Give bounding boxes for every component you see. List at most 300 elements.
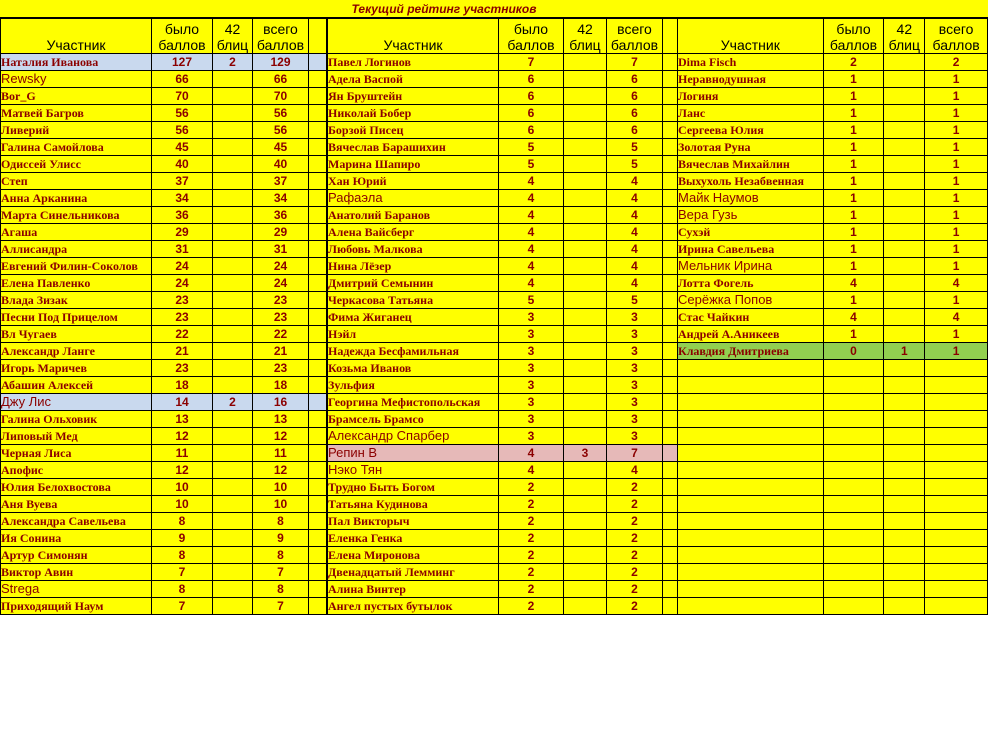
empty-cell <box>823 462 884 479</box>
participant-name: Аня Вуева <box>1 496 152 513</box>
was-points-cell: 23 <box>152 360 213 377</box>
blitz-cell <box>564 292 607 309</box>
table-row <box>328 496 678 513</box>
total-points-cell: 4 <box>925 275 988 292</box>
participant-name: Серёжка Попов <box>678 292 824 309</box>
participant-name: Козьма Иванов <box>328 360 499 377</box>
table-row <box>328 105 678 122</box>
participant-name: Марина Шапиро <box>328 156 499 173</box>
empty-cell <box>884 360 925 377</box>
blitz-cell <box>564 394 607 411</box>
empty-cell <box>884 377 925 394</box>
was-points-cell: 10 <box>152 496 213 513</box>
empty-cell <box>925 394 988 411</box>
participant-name: Bor_G <box>1 88 152 105</box>
participant-name: Неравнодушная <box>678 71 824 88</box>
was-points-cell: 6 <box>499 105 564 122</box>
table-header-row <box>678 19 988 54</box>
participant-name: Степ <box>1 173 152 190</box>
blitz-cell <box>213 224 253 241</box>
header-was-points: было баллов <box>823 19 884 54</box>
column-separator <box>309 309 327 326</box>
total-points-cell: 21 <box>253 343 309 360</box>
blitz-cell <box>884 156 925 173</box>
total-points-cell: 37 <box>253 173 309 190</box>
column-separator <box>663 479 678 496</box>
table-row <box>328 241 678 258</box>
column-separator <box>663 71 678 88</box>
empty-cell <box>925 428 988 445</box>
blitz-cell <box>213 105 253 122</box>
blitz-cell <box>213 496 253 513</box>
total-points-cell: 5 <box>607 156 663 173</box>
table-row <box>678 343 988 360</box>
participant-name: Ланс <box>678 105 824 122</box>
table-row <box>678 105 988 122</box>
was-points-cell: 3 <box>499 411 564 428</box>
blitz-cell <box>884 122 925 139</box>
empty-cell <box>823 496 884 513</box>
was-points-cell: 29 <box>152 224 213 241</box>
participant-name: Влада Зизак <box>1 292 152 309</box>
column-separator <box>663 292 678 309</box>
total-points-cell: 1 <box>925 326 988 343</box>
column-separator <box>309 105 327 122</box>
table-row <box>1 88 327 105</box>
column-separator <box>663 275 678 292</box>
participant-name: Виктор Авин <box>1 564 152 581</box>
blitz-cell <box>213 88 253 105</box>
total-points-cell: 1 <box>925 156 988 173</box>
was-points-cell: 1 <box>823 326 884 343</box>
column-separator <box>663 513 678 530</box>
header-blitz: 42 блиц <box>564 19 607 54</box>
column-separator <box>309 343 327 360</box>
participant-name: Двенадцатый Лемминг <box>328 564 499 581</box>
total-points-cell: 18 <box>253 377 309 394</box>
was-points-cell: 3 <box>499 309 564 326</box>
participant-name: Ия Сонина <box>1 530 152 547</box>
empty-cell <box>823 513 884 530</box>
table-row <box>1 360 327 377</box>
was-points-cell: 40 <box>152 156 213 173</box>
column-separator <box>663 190 678 207</box>
empty-cell <box>678 462 824 479</box>
column-separator <box>663 54 678 71</box>
was-points-cell: 127 <box>152 54 213 71</box>
table-row <box>1 105 327 122</box>
was-points-cell: 24 <box>152 275 213 292</box>
total-points-cell: 6 <box>607 122 663 139</box>
table-row <box>328 360 678 377</box>
was-points-cell: 5 <box>499 156 564 173</box>
blitz-cell <box>564 139 607 156</box>
total-points-cell: 129 <box>253 54 309 71</box>
empty-cell <box>678 411 824 428</box>
was-points-cell: 1 <box>823 105 884 122</box>
empty-cell <box>925 530 988 547</box>
blitz-cell <box>564 224 607 241</box>
column-separator <box>663 394 678 411</box>
blitz-cell <box>884 258 925 275</box>
participant-name: Джу Лис <box>1 394 152 411</box>
total-points-cell: 13 <box>253 411 309 428</box>
total-points-cell: 4 <box>607 224 663 241</box>
total-points-cell: 3 <box>607 326 663 343</box>
table-row <box>678 173 988 190</box>
empty-cell <box>925 360 988 377</box>
was-points-cell: 21 <box>152 343 213 360</box>
empty-cell <box>884 462 925 479</box>
table-row <box>1 377 327 394</box>
was-points-cell: 1 <box>823 139 884 156</box>
empty-row <box>678 530 988 547</box>
participant-name: Аллисандра <box>1 241 152 258</box>
was-points-cell: 4 <box>499 462 564 479</box>
table-row <box>328 309 678 326</box>
blitz-cell <box>213 530 253 547</box>
table-row <box>1 462 327 479</box>
blitz-cell <box>884 190 925 207</box>
table-row <box>1 292 327 309</box>
empty-row <box>678 496 988 513</box>
empty-cell <box>884 564 925 581</box>
column-separator <box>309 360 327 377</box>
was-points-cell: 8 <box>152 547 213 564</box>
participant-name: Галина Ольховик <box>1 411 152 428</box>
participant-name: Елена Миронова <box>328 547 499 564</box>
column-separator <box>309 513 327 530</box>
participant-name: Алина Винтер <box>328 581 499 598</box>
participant-name: Георгина Мефистопольская <box>328 394 499 411</box>
blitz-cell <box>564 326 607 343</box>
empty-cell <box>884 411 925 428</box>
table-row <box>678 224 988 241</box>
table-row <box>1 258 327 275</box>
header-total-points: всего баллов <box>607 19 663 54</box>
column-separator <box>309 258 327 275</box>
table-row <box>1 394 327 411</box>
blitz-cell <box>564 207 607 224</box>
participant-name: Сергеева Юлия <box>678 122 824 139</box>
table-row <box>328 462 678 479</box>
table-header-row <box>1 19 327 54</box>
column-separator <box>309 445 327 462</box>
blitz-cell <box>564 428 607 445</box>
participant-name: Стас Чайкин <box>678 309 824 326</box>
blitz-cell <box>564 547 607 564</box>
total-points-cell: 66 <box>253 71 309 88</box>
table-row <box>328 190 678 207</box>
blitz-cell <box>213 275 253 292</box>
was-points-cell: 45 <box>152 139 213 156</box>
empty-cell <box>925 445 988 462</box>
column-separator <box>663 19 678 54</box>
column-separator <box>309 71 327 88</box>
empty-cell <box>884 496 925 513</box>
participant-name: Анатолий Баранов <box>328 207 499 224</box>
column-separator <box>663 258 678 275</box>
blitz-cell <box>213 173 253 190</box>
blitz-cell <box>564 190 607 207</box>
total-points-cell: 1 <box>925 343 988 360</box>
participant-name: Ангел пустых бутылок <box>328 598 499 615</box>
was-points-cell: 4 <box>499 241 564 258</box>
was-points-cell: 31 <box>152 241 213 258</box>
column-separator <box>663 105 678 122</box>
blitz-cell <box>884 292 925 309</box>
blitz-cell <box>884 275 925 292</box>
total-points-cell: 7 <box>253 564 309 581</box>
blitz-cell: 3 <box>564 445 607 462</box>
total-points-cell: 3 <box>607 360 663 377</box>
was-points-cell: 7 <box>152 598 213 615</box>
empty-cell <box>884 513 925 530</box>
empty-cell <box>823 479 884 496</box>
blitz-cell <box>213 598 253 615</box>
blitz-cell <box>213 71 253 88</box>
blitz-cell <box>884 207 925 224</box>
participants-table-3 <box>677 18 988 615</box>
participant-name: Агаша <box>1 224 152 241</box>
total-points-cell: 4 <box>607 258 663 275</box>
blitz-cell <box>213 190 253 207</box>
blitz-cell <box>884 139 925 156</box>
total-points-cell: 1 <box>925 122 988 139</box>
column-separator <box>309 207 327 224</box>
participant-name: Юлия Белохвостова <box>1 479 152 496</box>
table-row <box>328 445 678 462</box>
was-points-cell: 9 <box>152 530 213 547</box>
total-points-cell: 23 <box>253 309 309 326</box>
column-separator <box>663 309 678 326</box>
table-row <box>678 190 988 207</box>
total-points-cell: 4 <box>607 462 663 479</box>
blitz-cell <box>884 105 925 122</box>
participant-name: Вячеслав Михайлин <box>678 156 824 173</box>
header-participant: Участник <box>678 19 824 54</box>
blitz-cell: 1 <box>884 343 925 360</box>
was-points-cell: 18 <box>152 377 213 394</box>
total-points-cell: 45 <box>253 139 309 156</box>
empty-row <box>678 547 988 564</box>
was-points-cell: 1 <box>823 292 884 309</box>
participant-name: Борзой Писец <box>328 122 499 139</box>
blitz-cell <box>564 496 607 513</box>
blitz-cell <box>564 581 607 598</box>
column-separator <box>663 88 678 105</box>
column-separator <box>663 343 678 360</box>
participant-name: Еленка Генка <box>328 530 499 547</box>
column-separator <box>309 428 327 445</box>
empty-cell <box>678 428 824 445</box>
participant-name: Мельник Ирина <box>678 258 824 275</box>
participant-name: Андрей А.Аникеев <box>678 326 824 343</box>
empty-row <box>678 394 988 411</box>
table-row <box>328 479 678 496</box>
table-row <box>678 326 988 343</box>
empty-cell <box>925 581 988 598</box>
column-separator <box>309 156 327 173</box>
blitz-cell <box>213 292 253 309</box>
table-header-row <box>328 19 678 54</box>
table-row <box>1 513 327 530</box>
was-points-cell: 8 <box>152 581 213 598</box>
table-row <box>678 241 988 258</box>
total-points-cell: 8 <box>253 547 309 564</box>
header-blitz: 42 блиц <box>213 19 253 54</box>
total-points-cell: 1 <box>925 139 988 156</box>
blitz-cell <box>564 258 607 275</box>
table-row <box>1 309 327 326</box>
table-row <box>678 275 988 292</box>
table-row <box>1 428 327 445</box>
total-points-cell: 11 <box>253 445 309 462</box>
was-points-cell: 2 <box>499 513 564 530</box>
was-points-cell: 6 <box>499 88 564 105</box>
column-separator <box>309 19 327 54</box>
column-separator <box>663 173 678 190</box>
table-row <box>1 496 327 513</box>
participant-name: Марта Синельникова <box>1 207 152 224</box>
column-separator <box>663 224 678 241</box>
table-row <box>328 326 678 343</box>
participant-name: Dima Fisch <box>678 54 824 71</box>
total-points-cell: 3 <box>607 309 663 326</box>
total-points-cell: 2 <box>607 564 663 581</box>
participant-name: Артур Симонян <box>1 547 152 564</box>
total-points-cell: 1 <box>925 190 988 207</box>
total-points-cell: 7 <box>607 54 663 71</box>
total-points-cell: 24 <box>253 258 309 275</box>
empty-cell <box>823 377 884 394</box>
empty-cell <box>925 496 988 513</box>
empty-cell <box>678 394 824 411</box>
table-row <box>678 139 988 156</box>
participant-name: Хан Юрий <box>328 173 499 190</box>
column-separator <box>309 224 327 241</box>
empty-row <box>678 564 988 581</box>
blitz-cell <box>884 88 925 105</box>
blitz-cell <box>884 224 925 241</box>
column-separator <box>663 581 678 598</box>
table-row <box>1 173 327 190</box>
empty-cell <box>884 428 925 445</box>
was-points-cell: 4 <box>823 275 884 292</box>
table-row <box>1 479 327 496</box>
participant-name: Надежда Бесфамильная <box>328 343 499 360</box>
blitz-cell <box>884 54 925 71</box>
blitz-cell <box>564 88 607 105</box>
table-row <box>678 54 988 71</box>
total-points-cell: 3 <box>607 428 663 445</box>
empty-cell <box>678 581 824 598</box>
empty-row <box>678 428 988 445</box>
total-points-cell: 2 <box>607 496 663 513</box>
table-row <box>328 122 678 139</box>
total-points-cell: 1 <box>925 88 988 105</box>
column-separator <box>663 326 678 343</box>
column-separator <box>309 54 327 71</box>
column-separator <box>309 496 327 513</box>
table-row <box>1 326 327 343</box>
empty-cell <box>678 445 824 462</box>
column-separator <box>663 564 678 581</box>
participant-name: Rewsky <box>1 71 152 88</box>
blitz-cell <box>564 309 607 326</box>
blitz-cell <box>564 343 607 360</box>
was-points-cell: 70 <box>152 88 213 105</box>
total-points-cell: 12 <box>253 462 309 479</box>
total-points-cell: 34 <box>253 190 309 207</box>
empty-cell <box>678 377 824 394</box>
participant-name: Strega <box>1 581 152 598</box>
column-separator <box>663 156 678 173</box>
was-points-cell: 2 <box>499 581 564 598</box>
participant-name: Любовь Малкова <box>328 241 499 258</box>
total-points-cell: 40 <box>253 156 309 173</box>
table-row <box>1 241 327 258</box>
table-row <box>328 377 678 394</box>
was-points-cell: 11 <box>152 445 213 462</box>
participant-name: Липовый Мед <box>1 428 152 445</box>
table-row <box>1 411 327 428</box>
table-row <box>678 309 988 326</box>
column-separator <box>663 547 678 564</box>
participant-name: Нина Лёзер <box>328 258 499 275</box>
blitz-cell <box>564 530 607 547</box>
participant-name: Павел Логинов <box>328 54 499 71</box>
empty-cell <box>823 530 884 547</box>
table-row <box>678 207 988 224</box>
was-points-cell: 5 <box>499 139 564 156</box>
total-points-cell: 12 <box>253 428 309 445</box>
participant-name: Вл Чугаев <box>1 326 152 343</box>
table-row <box>1 122 327 139</box>
empty-cell <box>823 360 884 377</box>
blitz-cell <box>213 139 253 156</box>
empty-cell <box>823 445 884 462</box>
participant-name: Ян Бруштейн <box>328 88 499 105</box>
empty-cell <box>884 598 925 615</box>
participant-name: Александр Спарбер <box>328 428 499 445</box>
blitz-cell <box>213 445 253 462</box>
was-points-cell: 4 <box>499 258 564 275</box>
empty-cell <box>884 530 925 547</box>
blitz-cell <box>564 71 607 88</box>
empty-row <box>678 462 988 479</box>
total-points-cell: 36 <box>253 207 309 224</box>
blitz-cell <box>213 377 253 394</box>
total-points-cell: 7 <box>253 598 309 615</box>
total-points-cell: 1 <box>925 207 988 224</box>
empty-cell <box>925 411 988 428</box>
was-points-cell: 2 <box>499 547 564 564</box>
participant-name: Наталия Иванова <box>1 54 152 71</box>
total-points-cell: 3 <box>607 377 663 394</box>
empty-cell <box>823 547 884 564</box>
column-separator <box>663 122 678 139</box>
total-points-cell: 4 <box>607 190 663 207</box>
table-row <box>1 224 327 241</box>
blitz-cell <box>884 326 925 343</box>
column-separator <box>663 530 678 547</box>
was-points-cell: 37 <box>152 173 213 190</box>
column-separator <box>309 122 327 139</box>
total-points-cell: 1 <box>925 105 988 122</box>
empty-cell <box>925 377 988 394</box>
empty-row <box>678 445 988 462</box>
